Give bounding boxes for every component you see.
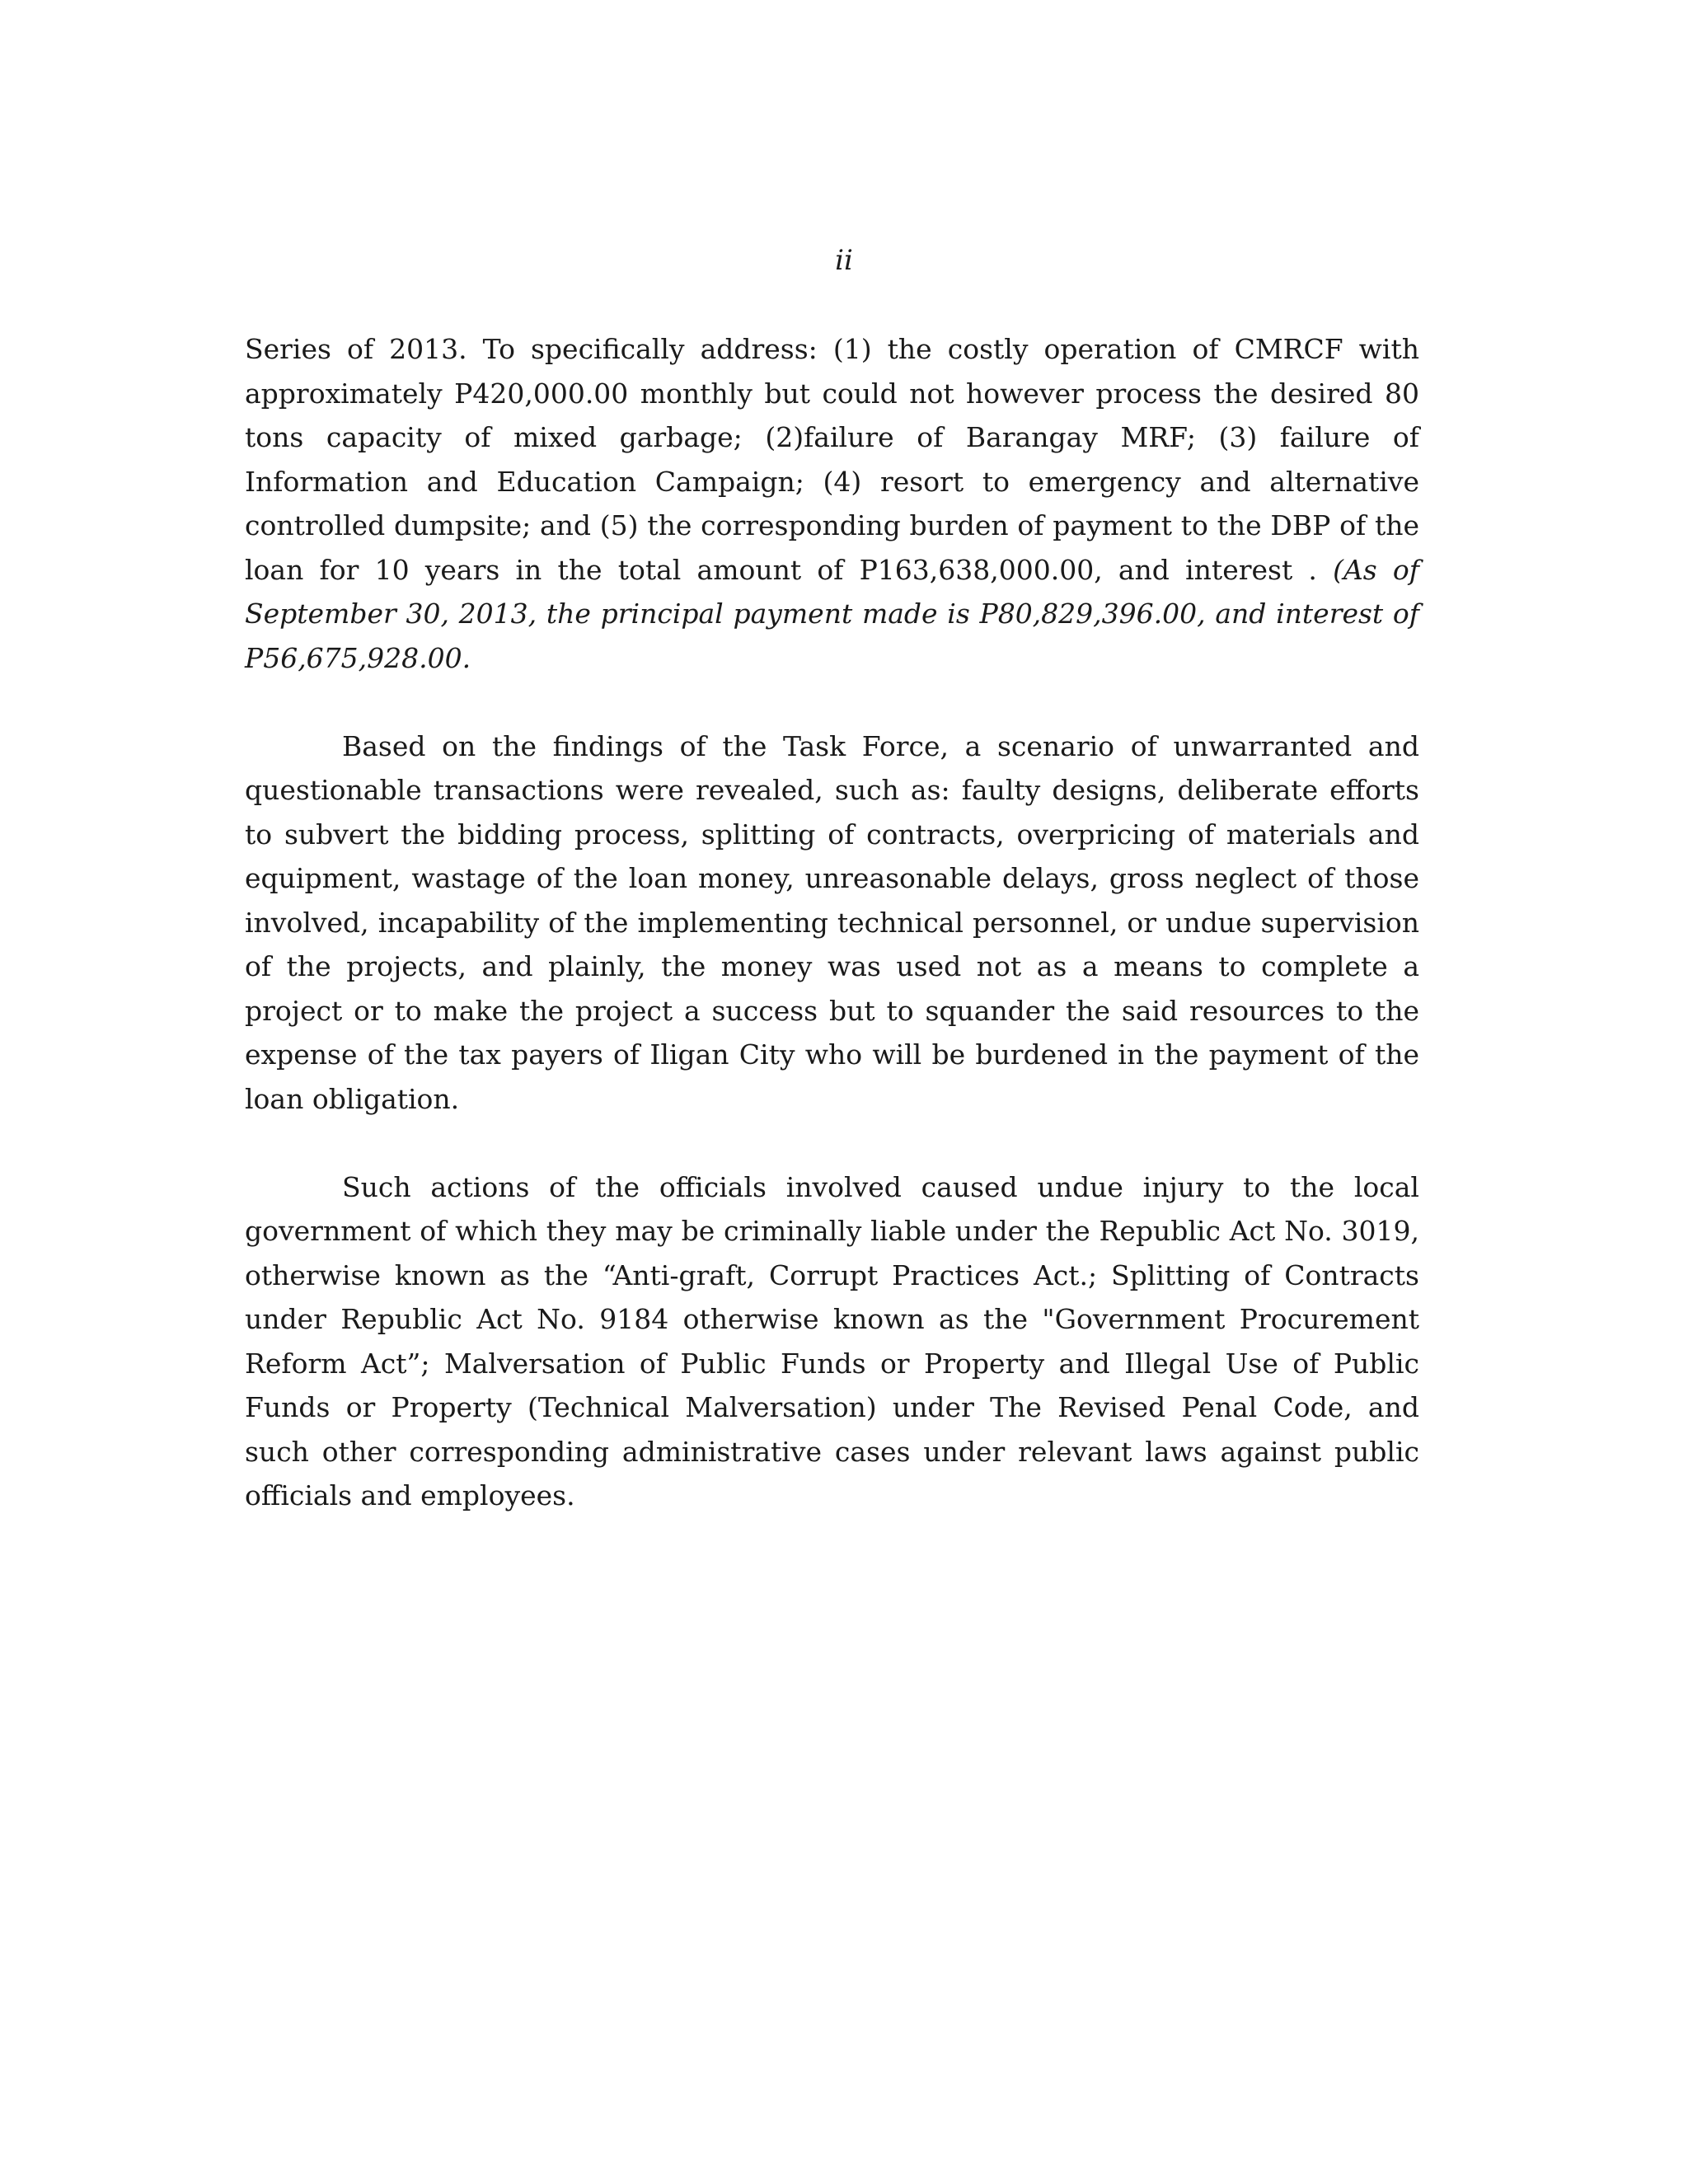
paragraph-task-force-findings: Based on the findings of the Task Force, a scenario of unwarranted and questionable transactions were revealed, such as: faulty designs, deliberate efforts to subvert the bidding process, splitting of contracts, overpricing of materials and equipment, wastage of the loan money, unreasonable delays, gross neglect of those involved, incapability of the implementing technical personnel, or undue supervision of the projects, and plainly, the money was used not as a means to complete a project or to make the project a success but to squander the said resources to the expense of the tax payers of Iligan City who will be burdened in the payment of the loan obligation.: [245, 729, 1419, 1115]
paragraph-text: Series of 2013. To specifically address: (1) the costly operation of CMRCF with approximately P420,000.00 monthly but could not however process the desired 80 tons capacity of mixed garbage; (2)failure of Barangay MRF; (3) failure of Information and Education Campaign; (4) resort to emergency and alternative controlled dumpsite; and (5) the corresponding burden of payment to the DBP of the loan for 10 years in the total amount of P163,638,000.00, and interest .: [245, 333, 1419, 586]
paragraph-italic-note: (As of September 30, 2013, the principal payment made is P80,829,396.00, and interest of P56,675,928.00.: [245, 553, 1420, 674]
paragraph-continuation: [245, 327, 1419, 680]
paragraph-liability: Such actions of the officials involved caused undue injury to the local government of which they may be criminally liable under the Republic Act No. 3019, otherwise known as the “Anti-graft, Corrupt Practices Act.; Splitting of Contracts under Republic Act No. 9184 otherwise known as the "Government Procurement Reform Act”; Malversation of Public Funds or Property and Illegal Use of Public Funds or Property (Technical Malversation) under The Revised Penal Code, and such other corresponding administrative cases under relevant laws against public officials and employees.: [245, 1170, 1419, 1511]
page-number: ii: [835, 244, 853, 277]
document-body: [245, 327, 1419, 1562]
